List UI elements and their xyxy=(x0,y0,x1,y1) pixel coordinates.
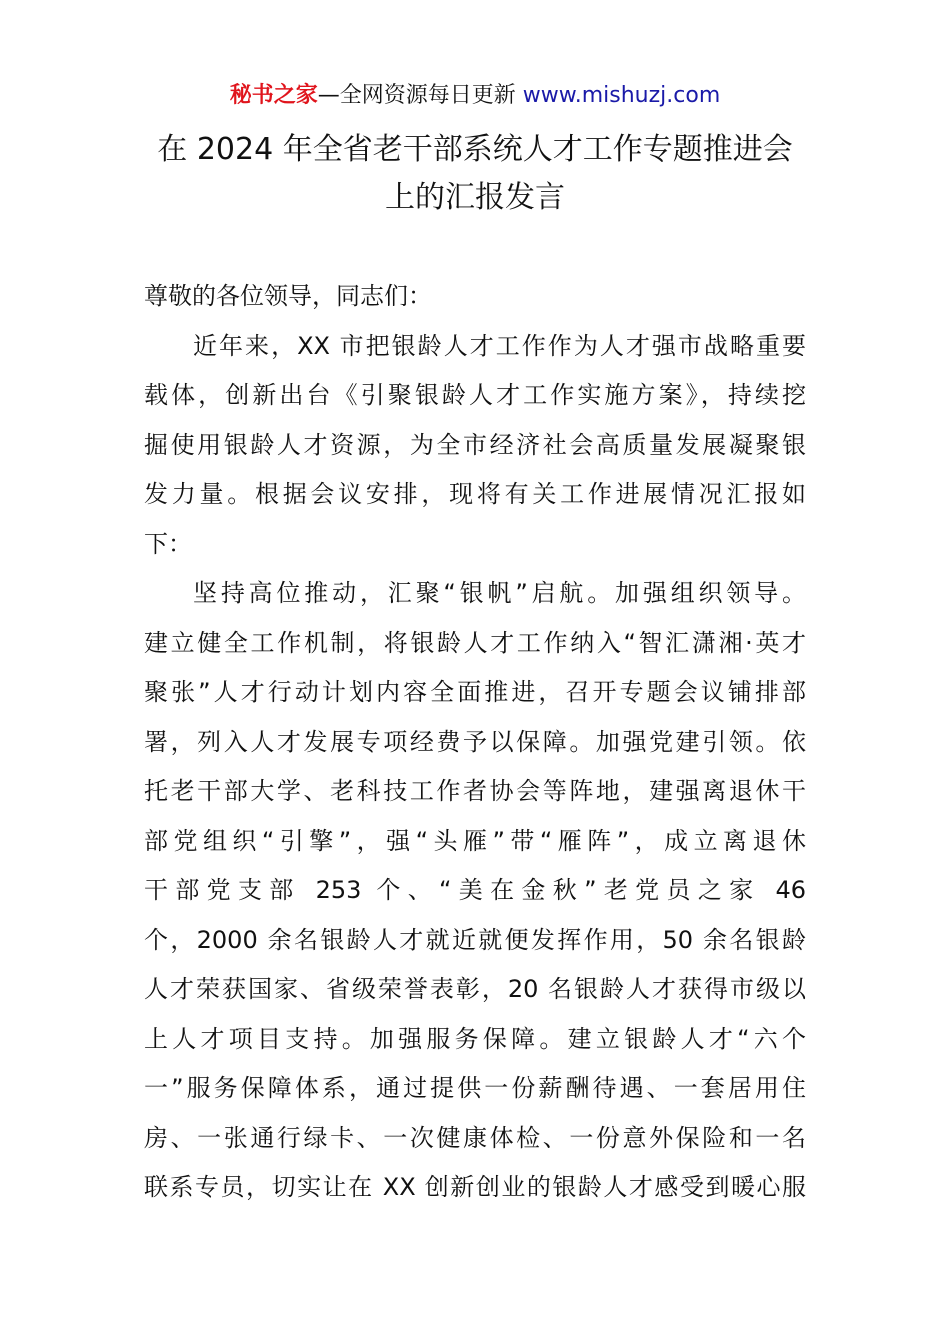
title-line-1: 在 2024 年全省老干部系统人才工作专题推进会 xyxy=(157,132,793,167)
body-line: 近年来，XX 市把银龄人才工作作为人才强市战略重要 xyxy=(193,331,806,360)
site-brand: 秘书之家 xyxy=(229,83,318,108)
body-line: 坚持高位推动，汇聚“银帆”启航。加强组织领导。 xyxy=(193,579,806,607)
body-line: 干部党支部 253 个、“美在金秋”老党员之家 46 xyxy=(144,876,806,904)
document-title xyxy=(60,126,890,222)
site-tagline: —全网资源每日更新 xyxy=(317,83,516,108)
body-line: 一”服务保障体系，通过提供一份薪酬待遇、一套居用住 xyxy=(144,1074,806,1102)
body-line: 发力量。根据会议安排，现将有关工作进展情况汇报如 xyxy=(144,480,806,508)
site-url[interactable]: www.mishuzj.com xyxy=(515,83,721,108)
body-line: 掘使用银龄人才资源，为全市经济社会高质量发展凝聚银 xyxy=(144,430,806,459)
body-line: 聚张”人才行动计划内容全面推进，召开专题会议铺排部 xyxy=(144,678,806,706)
body-line: 载体，创新出台《引聚银龄人才工作实施方案》，持续挖 xyxy=(144,381,806,409)
body-line: 建立健全工作机制，将银龄人才工作纳入“智汇潇湘·英才 xyxy=(144,628,806,657)
body-line: 下： xyxy=(144,529,192,558)
body-line: 署，列入人才发展专项经费予以保障。加强党建引领。依 xyxy=(144,727,806,756)
document-body xyxy=(144,272,806,1213)
salutation: 尊敬的各位领导，同志们： xyxy=(144,282,432,310)
body-line: 托老干部大学、老科技工作者协会等阵地，建强离退休干 xyxy=(144,777,806,805)
body-line: 上人才项目支持。加强服务保障。建立银龄人才“六个 xyxy=(144,1024,806,1053)
body-line: 部党组织“引擎”，强“头雁”带“雁阵”，成立离退休 xyxy=(144,826,806,855)
body-line: 联系专员，切实让在 XX 创新创业的银龄人才感受到暖心服 xyxy=(144,1173,806,1201)
site-header xyxy=(0,80,950,112)
body-line: 房、一张通行绿卡、一次健康体检、一份意外保险和一名 xyxy=(144,1123,806,1152)
body-line: 人才荣获国家、省级荣誉表彰，20 名银龄人才获得市级以 xyxy=(144,975,806,1003)
body-line: 个，2000 余名银龄人才就近就便发挥作用，50 余名银龄 xyxy=(144,925,806,954)
title-line-2: 上的汇报发言 xyxy=(385,180,565,215)
